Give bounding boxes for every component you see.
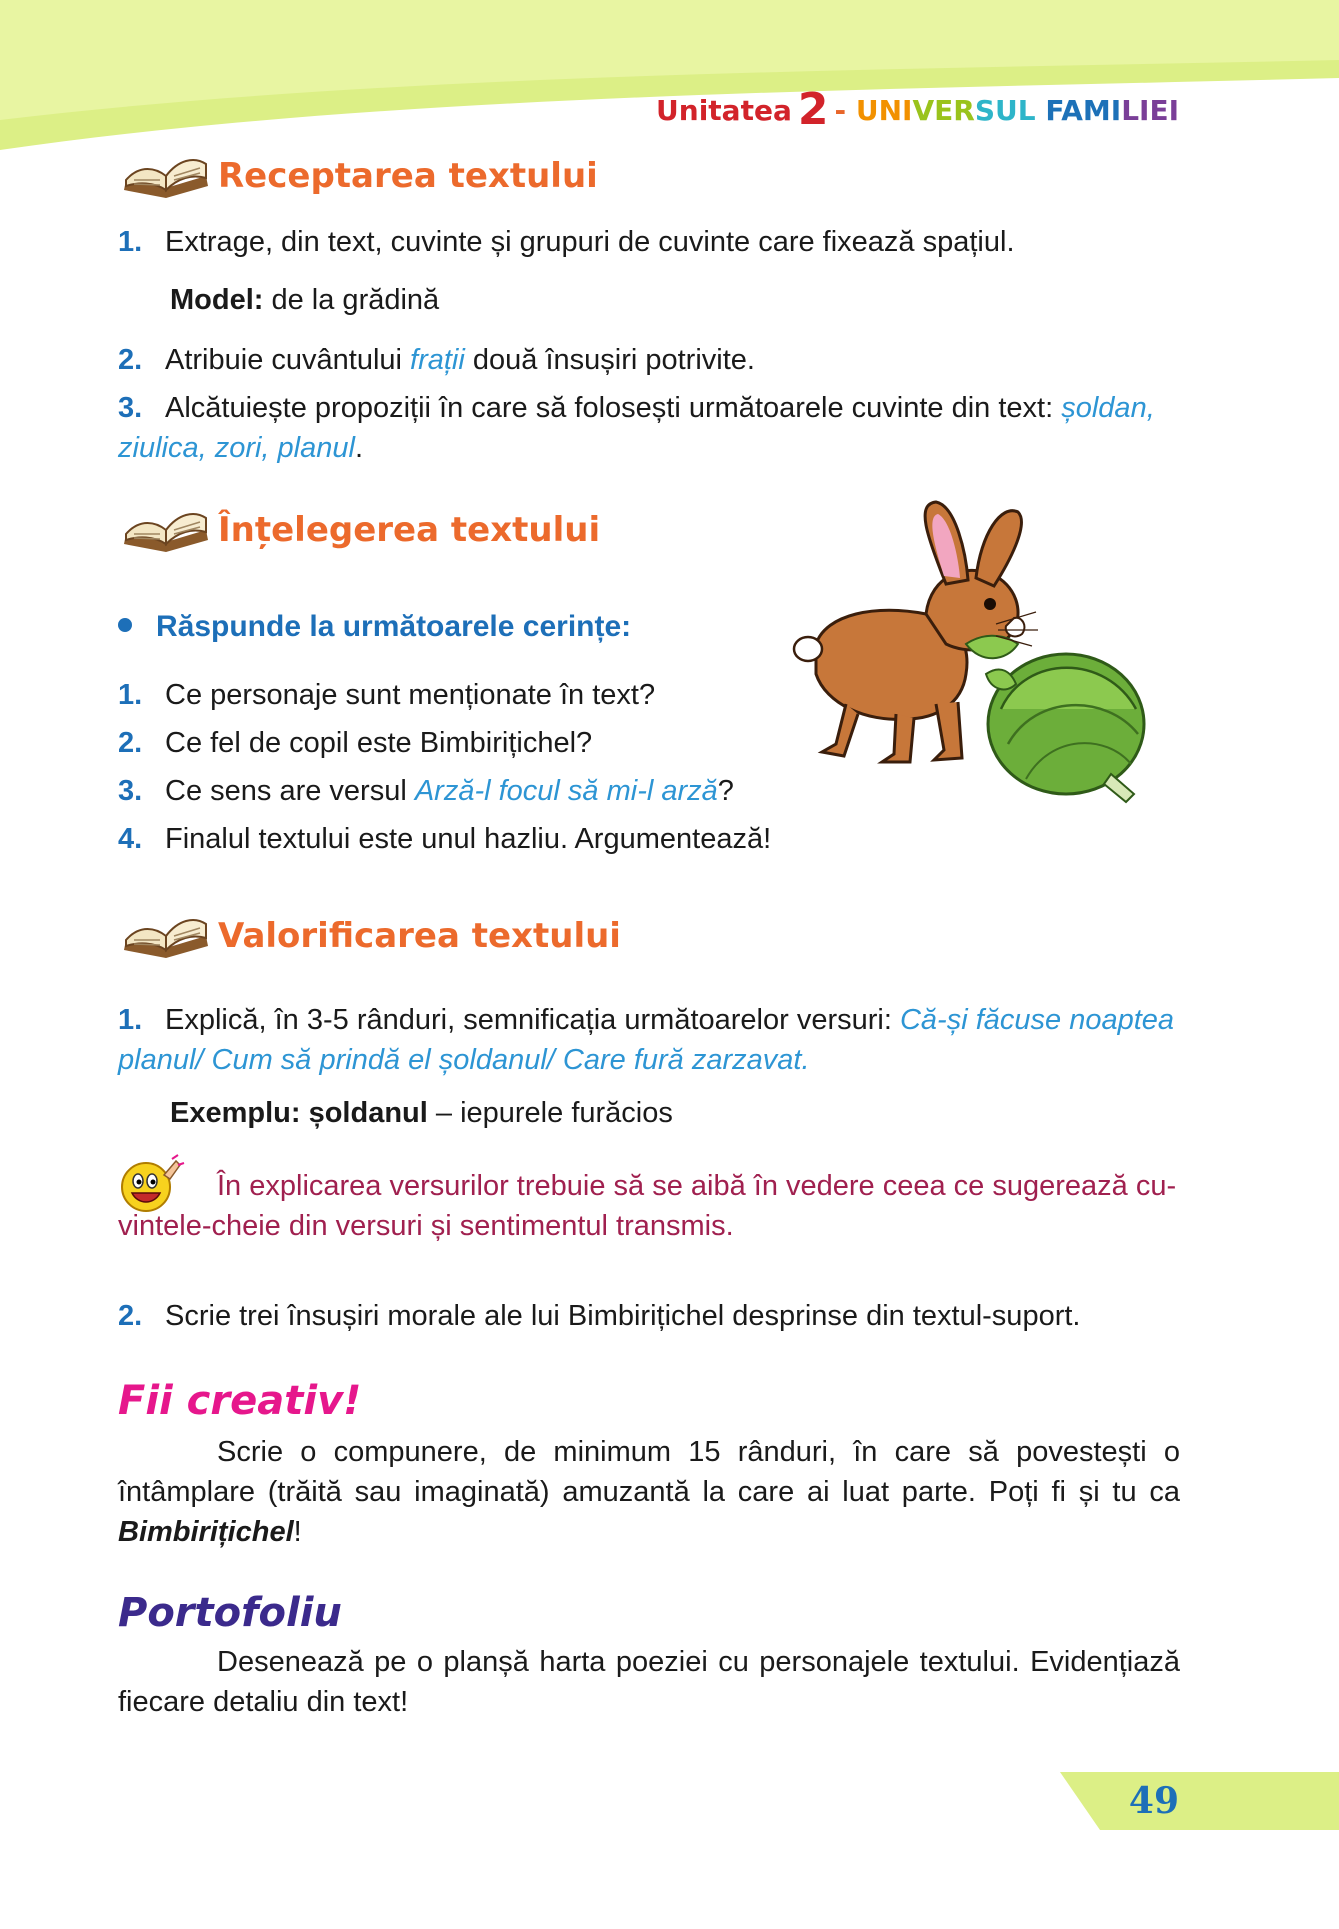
item-number: 1. [118,1004,143,1036]
model-label: Model: [170,284,264,316]
item-text: Ce fel de copil este Bimbirițichel? [165,727,593,759]
item-highlight: Arză-l focul să mi-l arză [414,775,718,807]
item-number: 3. [118,392,143,424]
unit-title [856,94,1179,127]
unit-title-part: SUL [974,94,1046,127]
page-number-band [1060,1772,1339,1830]
item-text: Scrie trei însușiri morale ale lui Bimbirițichel desprinse din textul-suport. [165,1300,1081,1332]
model-text: de la grădină [263,284,440,316]
item-text: Explică, în 3-5 rânduri, semnificația următoarelor versuri: [165,1004,900,1036]
section-title: Receptarea textului [218,156,598,196]
item-text: . [354,432,364,464]
bullet-text: Răspunde la următoarele cerințe: [156,610,632,643]
item-number: 4. [118,823,143,855]
item-text: Alcătuiește propoziții în care să folosești următoarele cuvinte din text: [165,392,1062,424]
receptare-item-3 [118,388,1180,468]
item-text: Extrage, din text, cuvinte și grupuri de cuvinte care fixează spațiul. [165,226,1015,258]
item-number: 3. [118,775,143,807]
open-book-icon [120,146,212,208]
section-title: Înțelegerea textului [218,510,601,550]
rabbit-eating-cabbage-illustration [786,494,1166,814]
receptare-item-2 [118,340,1180,380]
open-book-icon [120,906,212,968]
item-number: 1. [118,679,143,711]
valorificare-item-1 [118,1000,1180,1080]
intelegere-q2 [118,723,798,763]
receptare-item-1 [118,222,1180,262]
creativ-text-part: ! [293,1516,302,1548]
intelegere-q4 [118,819,798,859]
item-number: 1. [118,226,143,258]
intelegere-bullet [118,610,631,644]
item-text: Ce sens are versul [165,775,415,807]
item-text: ? [717,775,734,807]
portofoliu-text: Desenează pe o planșă harta poeziei cu personajele textului. Evidențiază fiecare detaliu din text! [118,1646,1180,1718]
portofoliu-title: Portofoliu [118,1590,342,1636]
creativ-title: Fii creativ! [118,1378,362,1424]
item-text: două însușiri potrivite. [464,344,755,376]
item-highlight: șoldan, ziulica, zori, planul [118,392,1155,464]
unit-header [656,84,1179,135]
item-text: Atribuie cuvântului [165,344,411,376]
intelegere-q1 [118,675,798,715]
bullet-dot-icon [118,618,132,632]
page-number: 49 [1128,1780,1179,1822]
item-text: Finalul textului este unul hazliu. Argumentează! [165,823,772,855]
creativ-text-name: Bimbirițichel [118,1516,294,1548]
open-book-icon [120,500,212,562]
valorificare-item-2 [118,1296,1180,1336]
unit-title-part: VER [912,94,975,127]
unit-dash: - [834,94,847,127]
cabbage-icon [986,654,1144,802]
unit-title-part: FAMI [1045,94,1122,127]
item-number: 2. [118,727,143,759]
example-label: Exemplu: șoldanul [170,1097,428,1129]
item-number: 2. [118,344,143,376]
receptare-model [170,280,1232,320]
example-text: – iepurele furăcios [427,1097,673,1129]
item-number: 2. [118,1300,143,1332]
section-title: Valorificarea textului [218,916,621,956]
unit-word: Unitatea [656,94,792,127]
item-highlight: Că-și făcuse noaptea planul/ Cum să prindă el șoldanul/ Care fură zarzavat. [118,1004,1175,1076]
unit-title-part: LIEI [1121,94,1179,127]
valorificare-example [170,1093,1232,1133]
item-highlight: frații [410,344,465,376]
unit-number: 2 [797,84,829,135]
intelegere-q3 [118,771,798,811]
creativ-text [118,1432,1180,1552]
creativ-text-part: Scrie o compunere, de minimum 15 rânduri, în care să povestești o întâmplare (trăită sau imaginată) amuzantă la care ai luat parte. Poți fi și tu ca [118,1436,1180,1508]
unit-title-part: UNI [855,94,913,127]
item-text: Ce personaje sunt menționate în text? [165,679,656,711]
tip-note: În explicarea versurilor trebuie să se aibă în vedere ceea ce sugerează cu-vintele-cheie din versuri și sentimentul transmis. [118,1170,1177,1242]
